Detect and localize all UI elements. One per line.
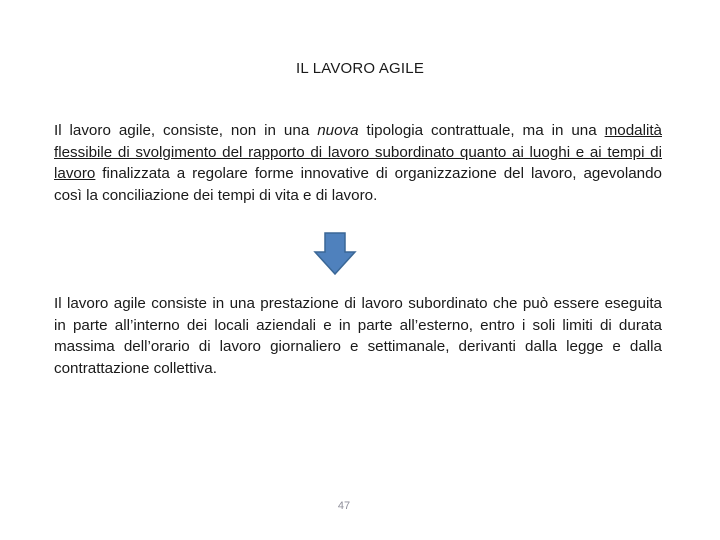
definition-paragraph [54,120,662,206]
emphasis-text: nuova [317,122,359,139]
paragraph-mid-text: tipologia contrattuale, ma in una [358,122,605,139]
description-paragraph: Il lavoro agile consiste in una prestazione di lavoro subordinato che può essere eseguita in parte all’interno dei locali aziendali e in parte all’esterno, entro i soli limiti di durata massima dell’orario di lavoro giornaliero e settimanale, derivanti dalla legge e dalla contrattazione collettiva. [54,295,662,377]
page-number: 47 [337,500,351,512]
down-arrow-shape [315,233,355,274]
down-arrow-icon [313,232,357,276]
underlined-text: modalità flessibile di svolgimento del rapporto di lavoro subordinato quanto ai luoghi e ai tempi di lavoro [54,122,662,182]
page-title: IL LAVORO AGILE [295,60,425,77]
paragraph-intro-text: Il lavoro agile, consiste, non in una [54,122,318,139]
paragraph-rest-text: finalizzata a regolare forme innovative di organizzazione del lavoro, agevolando così la conciliazione dei tempi di vita e di lavoro. [54,165,662,204]
